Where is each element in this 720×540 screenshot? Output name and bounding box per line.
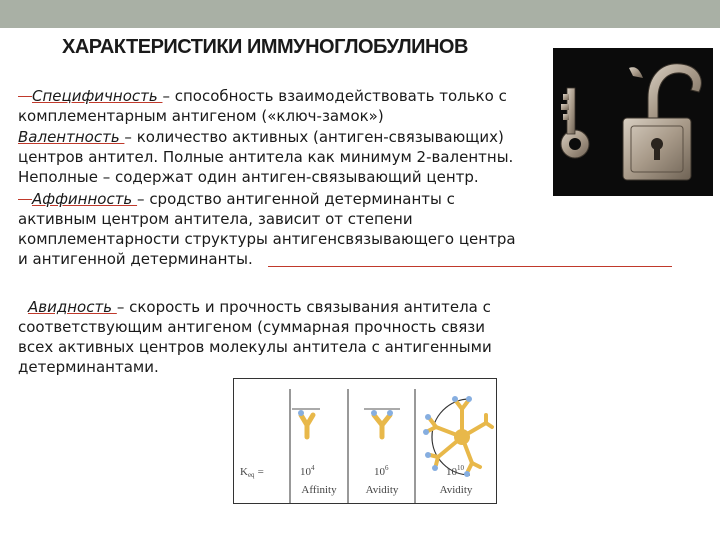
panel-1-caption: Affinity (301, 484, 337, 496)
valency-line-2: центров антител. Полные антитела как минимум 2-валентны. (18, 148, 514, 166)
affinity-line-2: активным центром антитела, зависит от степени (18, 210, 413, 228)
valency-line-3: Неполные – содержат один антиген-связывающий центр. (18, 168, 479, 186)
avidity-line-1 (18, 297, 491, 317)
specificity-text: – способность взаимодействовать только с (162, 87, 507, 105)
affinity-text: – сродство антигенной детерминанты с (137, 190, 455, 208)
indent-underline (18, 96, 32, 97)
panel-1-value: $10^4$ (300, 464, 315, 478)
valency-term: Валентность (18, 128, 125, 146)
indent-underline (18, 199, 32, 200)
valency-line-1 (18, 127, 504, 147)
affinity-line-3: комплементарности структуры антигенсвязывающего центра (18, 230, 516, 248)
avidity-affinity-figure (233, 378, 497, 504)
avidity-line-2: соответствующим антигеном (суммарная прочность связи (18, 318, 485, 336)
specificity-line-1 (18, 86, 507, 106)
page-title: ХАРАКТЕРИСТИКИ ИММУНОГЛОБУЛИНОВ (62, 36, 468, 58)
top-bar (0, 0, 720, 28)
affinity-underline-extension (268, 266, 672, 267)
panel-3-caption: Avidity (439, 484, 473, 496)
specificity-line-2: комплементарным антигеном («ключ-замок») (18, 107, 384, 125)
valency-text: – количество активных (антиген-связывающих) (124, 128, 504, 146)
lock-and-key-image (553, 48, 713, 196)
panel-3-value: $10^{10}$ (446, 464, 464, 478)
keq-label: Keq = (240, 466, 264, 479)
avidity-line-4: детерминантами. (18, 358, 159, 376)
avidity-text: – скорость и прочность связывания антитела с (116, 298, 491, 316)
panel-2-caption: Avidity (365, 484, 399, 496)
antibody-affinity (292, 409, 320, 437)
affinity-line-4: и антигенной детерминанты. (18, 250, 253, 268)
antibody-avidity-bivalent (364, 409, 400, 437)
panel-2-value: $10^6$ (374, 464, 389, 478)
affinity-term: Аффинность (32, 190, 138, 208)
avidity-line-3: всех активных центров молекулы антитела с антигенными (18, 338, 492, 356)
specificity-term: Специфичность (32, 87, 163, 105)
antibody-diagram (234, 379, 496, 503)
lock-and-key-illustration (553, 48, 713, 196)
affinity-line-1 (18, 189, 455, 209)
avidity-term: Авидность (28, 298, 117, 316)
